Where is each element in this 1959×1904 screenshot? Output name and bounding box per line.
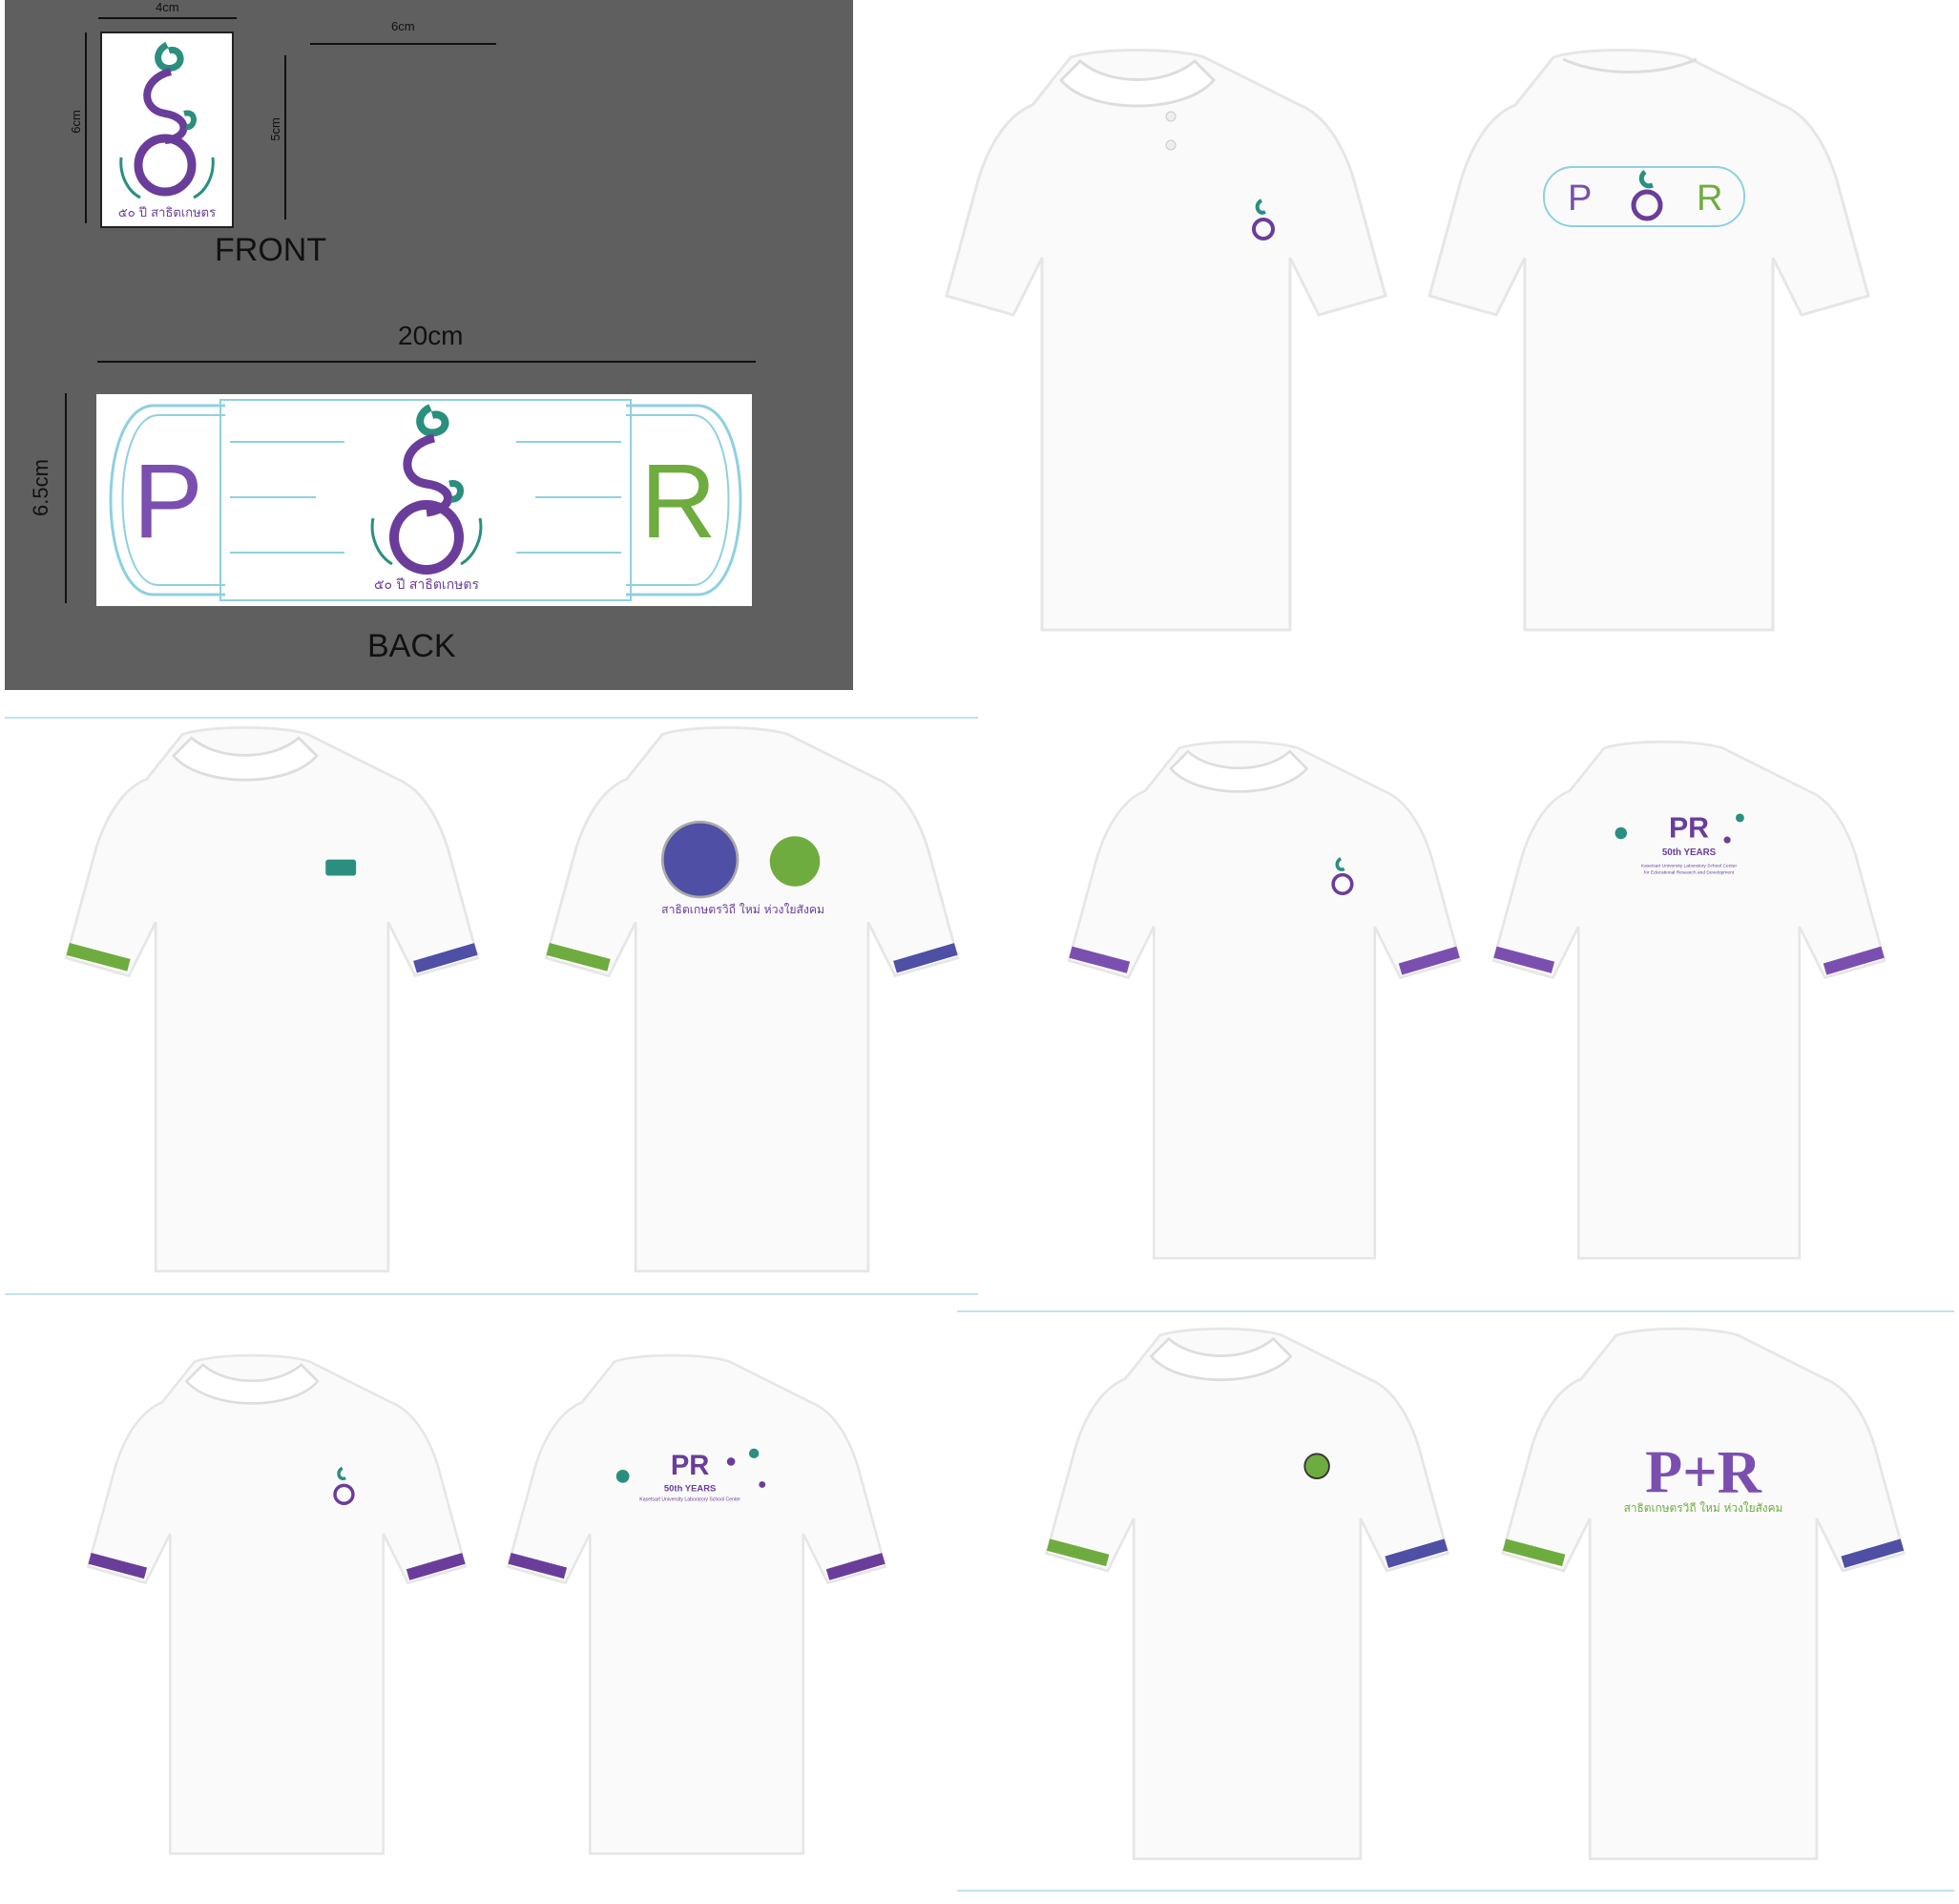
front-width-dim: 4cm	[156, 0, 179, 14]
design5-back-title: P+R	[1645, 1437, 1761, 1506]
shirt-design1-front	[937, 48, 1395, 659]
design4-back-years: 50th YEARS	[663, 1483, 717, 1495]
divider-row2-right	[957, 1310, 1954, 1312]
divider-row1	[5, 717, 978, 719]
spec-sheet	[5, 0, 853, 690]
design2-back-circle-p	[662, 822, 738, 897]
back-letter-r: R	[640, 443, 717, 560]
front-offset-dim: 6cm	[391, 19, 415, 33]
back-logo-ring-text: ๕๐ ปี สาธิตเกษตร	[373, 577, 480, 593]
back-letter-p: P	[133, 443, 203, 560]
design2-chest-logo-icon	[325, 860, 356, 876]
design5-back-caption: สาธิตเกษตรวิถี ใหม่ ห่วงใยสังคม	[1623, 1500, 1783, 1515]
design1-back-p: P	[1568, 178, 1593, 219]
front-offset-line	[310, 43, 496, 45]
back-label: BACK	[367, 628, 456, 664]
back-width-dim: 20cm	[398, 321, 464, 350]
back-height-line	[65, 393, 67, 603]
back-height-dim: 6.5cm	[28, 459, 52, 516]
front-label: FRONT	[215, 232, 327, 268]
back-mask-logo-icon	[96, 394, 752, 606]
shirt-design3-front	[1054, 740, 1474, 1284]
design5-chest-logo-icon	[1304, 1454, 1329, 1478]
front-width-line	[98, 17, 237, 19]
design2-back-circle-r	[770, 836, 821, 887]
design3-back-title: PR	[1668, 812, 1710, 845]
shirt-design2-front	[43, 725, 501, 1298]
shirt-design5-front	[1032, 1327, 1462, 1885]
back-logo-box	[96, 394, 752, 606]
front-offset-height-dim: 5cm	[267, 117, 282, 141]
front-offset-height-line	[284, 55, 286, 220]
design4-back-sub1: Kasetsart University Laboratory School Center	[639, 1496, 740, 1503]
shirt-design4-back	[487, 1353, 907, 1878]
front-height-dim: 6cm	[68, 110, 83, 134]
shirt-design3-back	[1479, 740, 1899, 1284]
divider-row3-right	[957, 1890, 1954, 1892]
design3-back-years: 50th YEARS	[1661, 847, 1717, 859]
design3-back-sub2: for Educational Research and Development	[1643, 870, 1735, 876]
design4-back-title: PR	[670, 1451, 710, 1482]
design1-back-r: R	[1697, 178, 1723, 219]
shirt-design1-back	[1420, 48, 1878, 659]
shirt-design4-front	[67, 1353, 487, 1878]
front-logo-icon	[102, 33, 232, 226]
front-height-line	[85, 32, 87, 223]
back-width-line	[97, 361, 756, 363]
shirt-design2-back	[523, 725, 981, 1298]
shirt-design5-back	[1489, 1327, 1918, 1885]
design3-back-sub1: Kasetsart University Laboratory School Center	[1640, 864, 1738, 869]
front-logo-box	[100, 31, 234, 228]
design2-back-caption: สาธิตเกษตรวิถี ใหม่ ห่วงใยสังคม	[661, 902, 825, 916]
front-logo-ring-text: ๕๐ ปี สาธิตเกษตร	[117, 206, 217, 220]
